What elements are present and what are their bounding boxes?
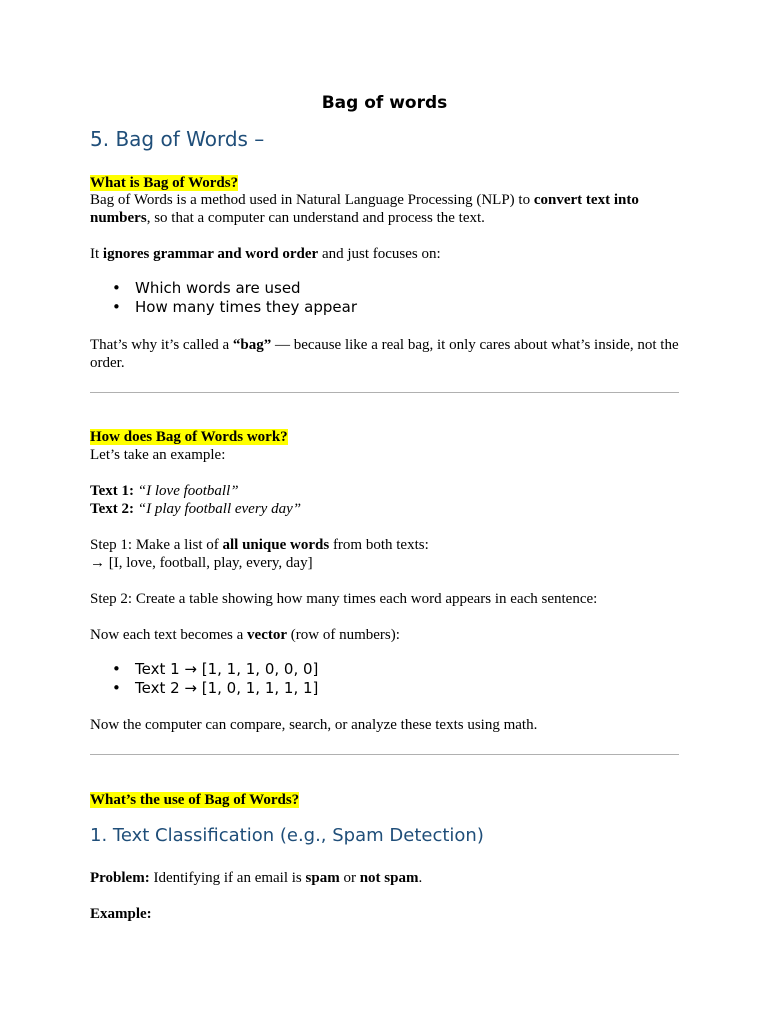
q1-heading-line <box>90 174 679 192</box>
text1-value: “I love football” <box>137 483 239 499</box>
q3-heading: What’s the use of Bag of Words? <box>90 792 300 808</box>
list-item <box>90 298 357 317</box>
q2-step1-list: → [I, love, football, play, every, day] <box>90 555 313 571</box>
list-item <box>90 660 318 679</box>
list-item <box>90 679 318 698</box>
problem-text: Identifying if an email is <box>149 870 306 886</box>
q3-heading-line <box>90 791 679 809</box>
list-item-text: Text 2 → [1, 0, 1, 1, 1, 1] <box>135 679 319 697</box>
divider <box>90 754 679 755</box>
q1-p1-text: Bag of Words is a method used in Natural Language Processing (NLP) to <box>90 192 534 208</box>
q3-example-line <box>90 905 679 923</box>
list-item-text: Which words are used <box>135 279 301 297</box>
q1-p2-text: It <box>90 246 103 262</box>
q1-p2-bold: ignores grammar and word order <box>102 246 319 262</box>
text2-label: Text 2: <box>90 501 135 517</box>
text2-value: “I play football every day” <box>137 501 302 517</box>
q1-heading: What is Bag of Words? <box>90 175 239 191</box>
list-item <box>90 279 357 298</box>
problem-or: or <box>339 870 360 886</box>
divider <box>90 392 679 393</box>
q2-step1 <box>90 536 679 554</box>
bullet-icon: • <box>112 660 121 678</box>
q2-bullet-list <box>90 660 318 698</box>
bullet-icon: • <box>112 679 121 697</box>
q2-step2: Step 2: Create a table showing how many times each word appears in each sentence: <box>90 591 598 607</box>
q1-p3-text: That’s why it’s called a <box>90 337 233 353</box>
vector-bold: vector <box>247 627 287 643</box>
step1-text: Step 1: Make a list of <box>90 537 223 553</box>
q1-p3-text-end: — because like a real bag, it only cares about what’s inside, not the order. <box>90 337 679 371</box>
q1-bullet-list <box>90 279 357 317</box>
q2-vector-line <box>90 626 679 644</box>
example-label: Example: <box>90 906 152 922</box>
document-title: Bag of words <box>321 93 448 113</box>
q2-heading-line <box>90 428 679 446</box>
bullet-icon: • <box>112 298 121 316</box>
step1-bold: all unique words <box>222 537 330 553</box>
text1-label: Text 1: <box>90 483 135 499</box>
q3-problem-line <box>90 869 679 887</box>
q3-subheading: 1. Text Classification (e.g., Spam Detection) <box>90 825 484 846</box>
problem-label: Problem: <box>90 870 150 886</box>
list-item-text: Text 1 → [1, 1, 1, 0, 0, 0] <box>135 660 319 678</box>
q2-text1-line <box>90 482 679 500</box>
q1-p1-text-end: , so that a computer can understand and process the text. <box>146 210 485 226</box>
vector-text: Now each text becomes a <box>90 627 248 643</box>
q1-p2-text-end: and just focuses on: <box>318 246 441 262</box>
q2-heading: How does Bag of Words work? <box>90 429 288 445</box>
q1-p1-bold: convert text into numbers <box>90 192 639 226</box>
section-heading: 5. Bag of Words – <box>90 127 265 151</box>
q1-paragraph-3 <box>90 336 679 372</box>
q1-paragraph-1 <box>90 191 679 227</box>
q1-paragraph-2 <box>90 245 679 263</box>
problem-period: . <box>418 870 423 886</box>
problem-not-spam: not spam <box>359 870 419 886</box>
bullet-icon: • <box>112 279 121 297</box>
vector-text-end: (row of numbers): <box>287 627 400 643</box>
list-item-text: How many times they appear <box>135 298 358 316</box>
step1-text-end: from both texts: <box>329 537 429 553</box>
q2-text2-line <box>90 500 679 518</box>
q2-intro: Let’s take an example: <box>90 447 226 463</box>
q1-p3-bold: “bag” <box>232 337 272 353</box>
q2-closing: Now the computer can compare, search, or analyze these texts using math. <box>90 717 538 733</box>
problem-spam: spam <box>305 870 340 886</box>
